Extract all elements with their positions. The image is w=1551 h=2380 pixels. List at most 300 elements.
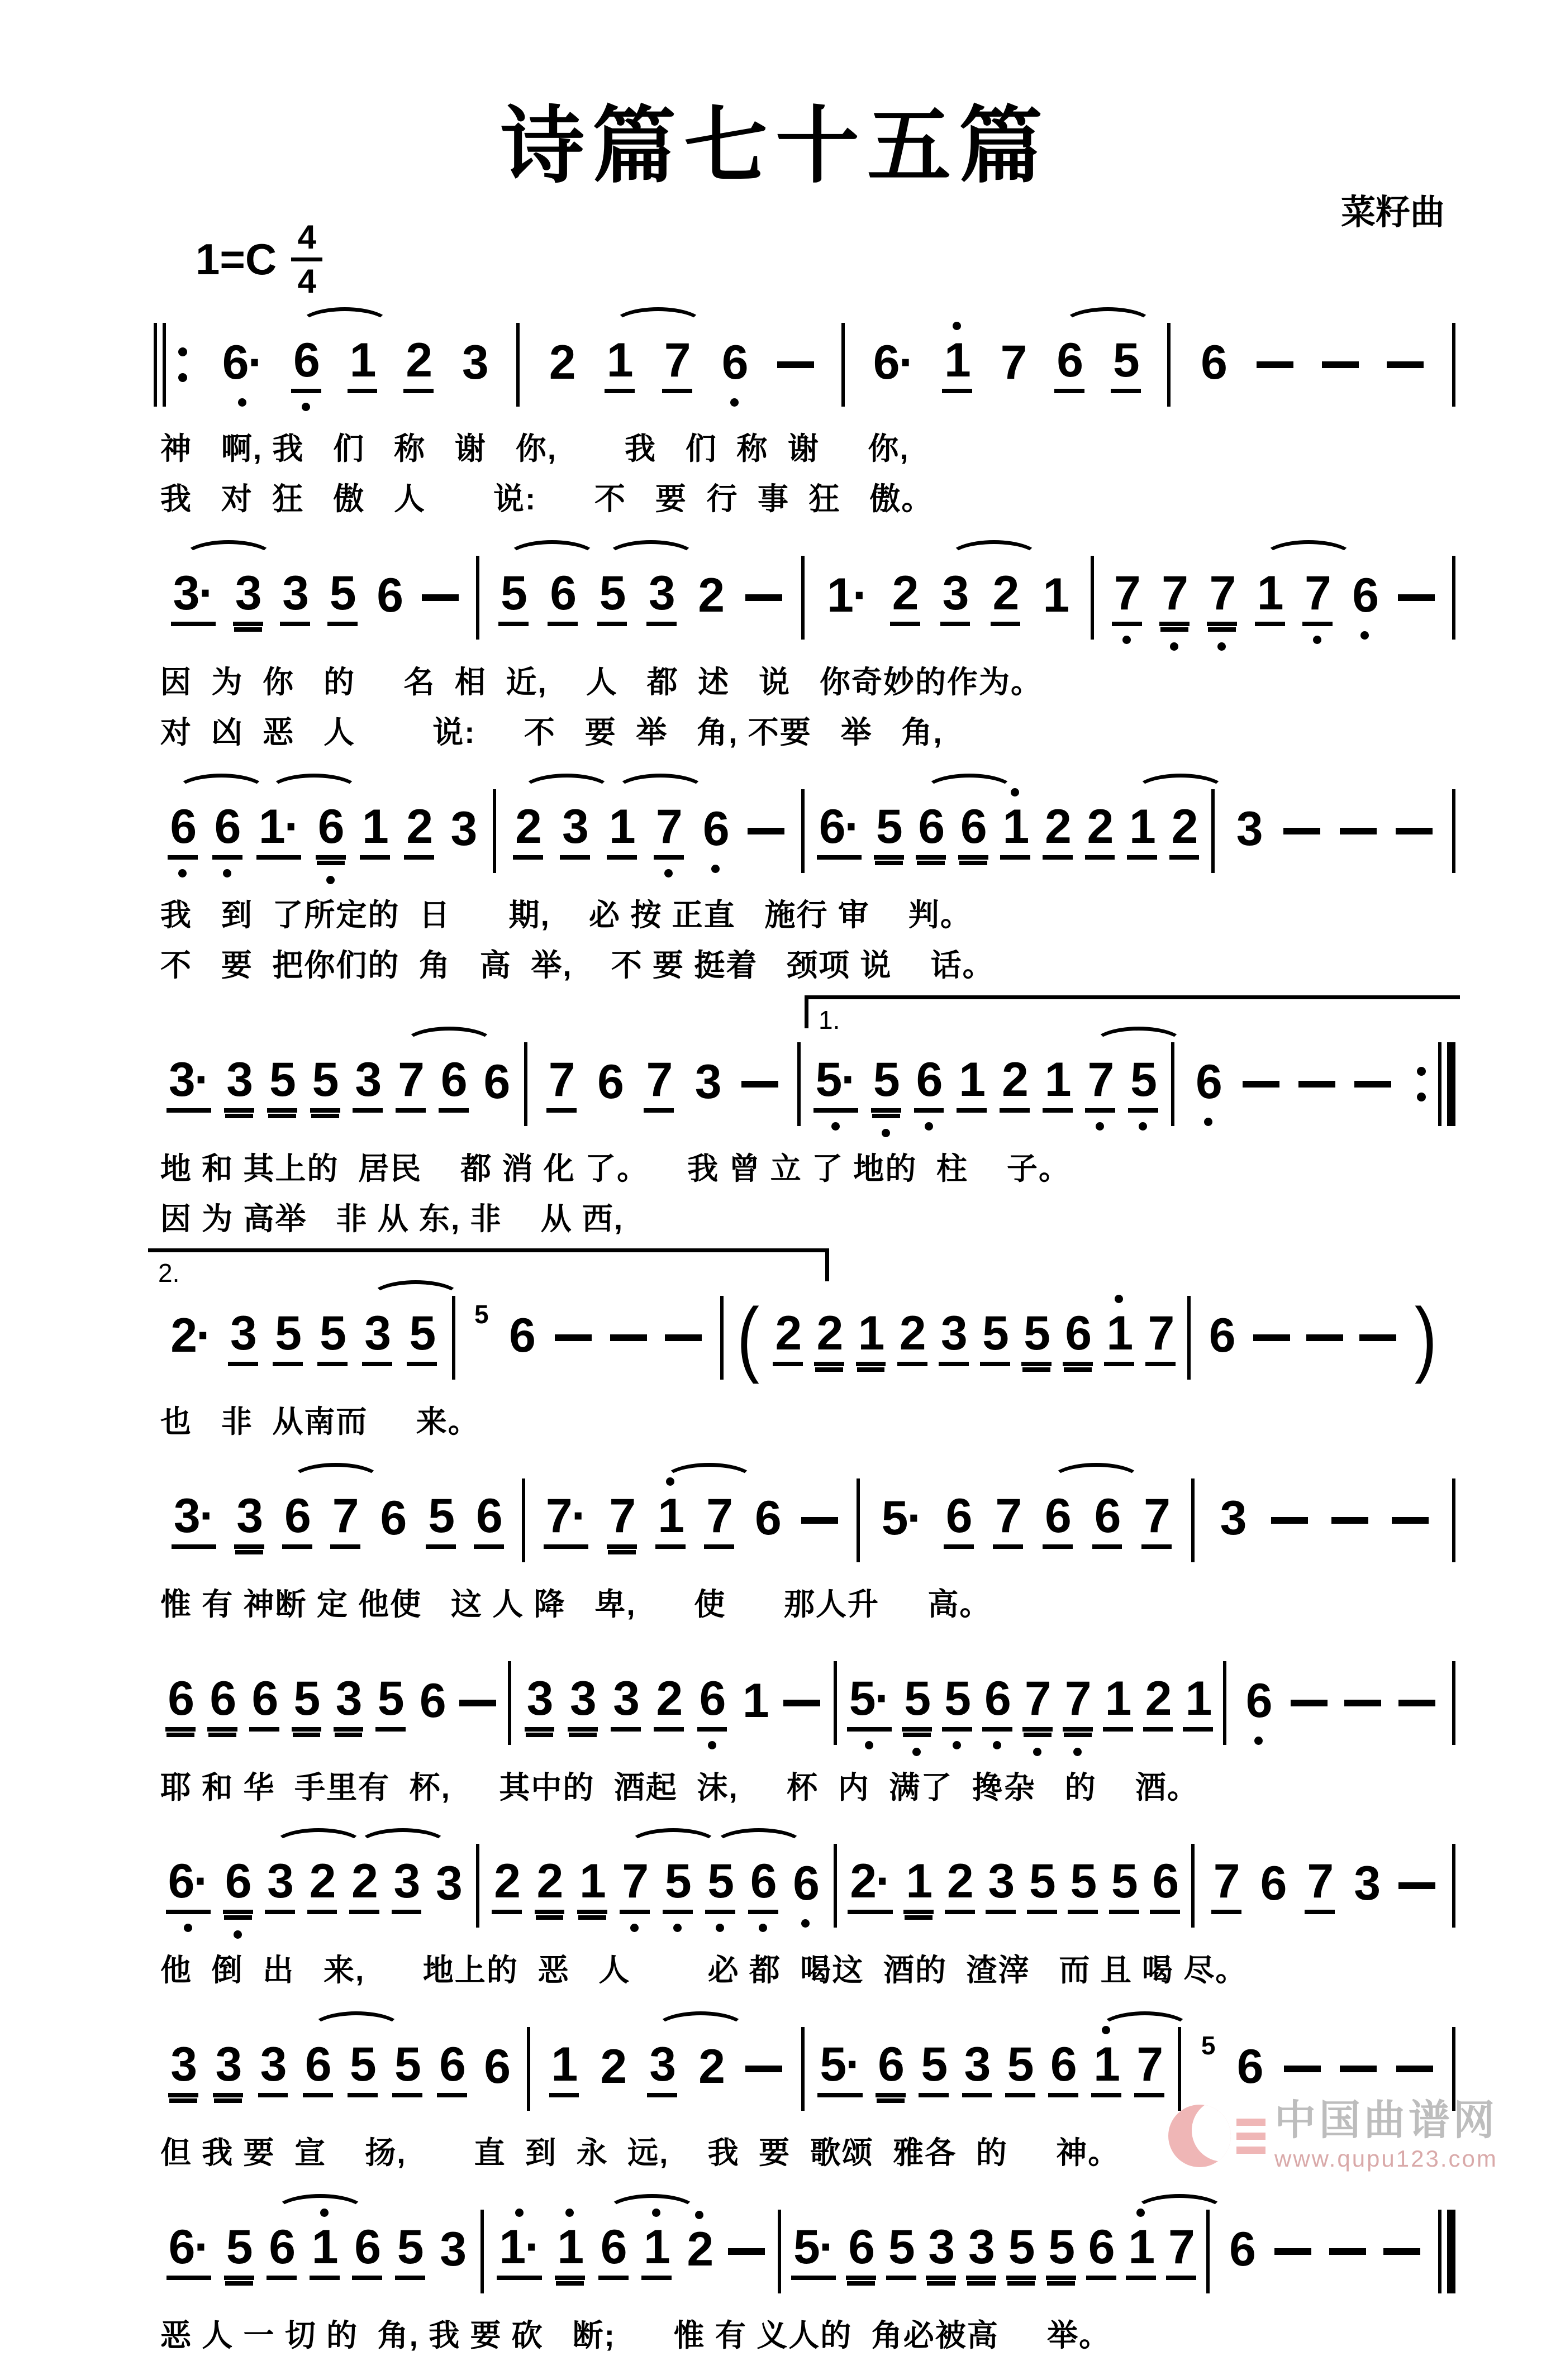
note: 1: [1000, 803, 1030, 860]
note: 7: [1134, 2040, 1164, 2097]
lyric-row: 神 啊, 我 们 称 谢 你, 我 们 称 谢 你,: [160, 431, 910, 466]
note: 6: [165, 1675, 196, 1732]
music-line: [154, 2197, 1455, 2356]
note: 7: [993, 1492, 1023, 1549]
watermark-site-name: 中国曲谱网: [1274, 2097, 1498, 2143]
barline: [1452, 1478, 1455, 1562]
music-line: [154, 310, 1455, 520]
note: 7: [620, 1857, 650, 1914]
measure: [484, 2220, 778, 2280]
dash-note: [1398, 594, 1435, 601]
note: 5: [1111, 336, 1141, 393]
note: 5: [980, 1309, 1010, 1366]
high-octave-dot: [1011, 788, 1019, 796]
note: 5·: [847, 1675, 892, 1732]
note: 3: [694, 1055, 721, 1109]
note: 3: [1236, 802, 1262, 856]
low-octave-dot: [178, 869, 187, 877]
note: 7: [1085, 1056, 1115, 1113]
note: 2: [945, 1857, 975, 1914]
dash-note: [1396, 2066, 1433, 2072]
note: 7: [1145, 1309, 1176, 1366]
measure: [479, 1854, 834, 1914]
key-label: 1=C: [196, 235, 277, 284]
note: 6: [509, 1308, 535, 1362]
low-octave-dot: [234, 1930, 242, 1939]
dash-note: [1340, 2066, 1377, 2072]
note: 5: [317, 1309, 348, 1366]
lyric-row: 不 要 把你们的 角 高 举, 不 要 挺着 颈项 说 话。: [160, 948, 995, 983]
measure: [845, 333, 1167, 393]
barline: [1447, 1042, 1455, 1126]
notes-row: [154, 1283, 1455, 1392]
dash-note: [741, 1081, 778, 1088]
note: 6: [914, 1056, 944, 1113]
measure: [837, 1854, 1191, 1914]
note: 5: [871, 1056, 901, 1113]
note: 5: [498, 569, 529, 626]
note: 3: [1354, 1857, 1380, 1911]
parenthesis: (: [737, 1290, 760, 1385]
repeat-begin: [154, 323, 194, 407]
low-octave-dot: [673, 1924, 682, 1932]
low-octave-dot: [1139, 1122, 1147, 1131]
note: 6: [701, 805, 731, 857]
note: 7: [662, 336, 692, 393]
note: 1: [856, 1309, 886, 1366]
note: 6: [1150, 1857, 1180, 1914]
dash-note: [748, 828, 784, 834]
note: 5: [310, 1056, 340, 1113]
measure: [511, 1672, 834, 1732]
note: 7: [1022, 1675, 1053, 1732]
barline: [1452, 1844, 1455, 1928]
note: 2: [404, 803, 434, 860]
note: 6: [1193, 1058, 1224, 1110]
notes-row: [154, 310, 1455, 419]
low-octave-dot: [831, 1122, 840, 1131]
measure: [154, 1854, 476, 1914]
note: 6: [207, 1675, 237, 1732]
measure: [805, 2037, 1178, 2097]
note: 1: [957, 1056, 987, 1113]
dash-note: [1274, 2248, 1311, 2255]
low-octave-dot: [664, 869, 673, 877]
note: 5: [886, 2223, 916, 2280]
note: 5: [392, 2040, 422, 2097]
note: 6: [377, 569, 403, 622]
note: 6·: [873, 335, 914, 389]
measure: [154, 799, 493, 860]
note: 6: [982, 1675, 1012, 1732]
barline: [163, 323, 166, 407]
measure: [1210, 2222, 1438, 2278]
dash-note: [1344, 1700, 1381, 1706]
lyric-row: 因 为 高举 非 从 东, 非 从 西,: [160, 1201, 624, 1236]
low-octave-dot: [1073, 1748, 1082, 1756]
dash-note: [1392, 1517, 1429, 1524]
note: 1·: [497, 2223, 541, 2280]
low-octave-dot: [1217, 642, 1226, 651]
note: 2: [513, 803, 543, 860]
note: 6: [1054, 336, 1084, 393]
note: 7: [1000, 335, 1026, 389]
note: 1: [607, 803, 637, 860]
dash-note: [1398, 1700, 1435, 1706]
low-octave-dot: [302, 403, 310, 411]
note: 3: [939, 1309, 969, 1366]
note: 3: [962, 2040, 992, 2097]
dash-note: [1243, 1081, 1279, 1088]
note: 2: [1143, 1675, 1173, 1732]
note: 3: [986, 1857, 1016, 1914]
low-octave-dot: [1254, 1737, 1263, 1745]
page-title: 诗篇七十五篇: [500, 101, 1050, 193]
music-line: [154, 543, 1455, 753]
dash-note: [1396, 828, 1433, 834]
note: 2: [773, 1309, 803, 1366]
barline: [1452, 1661, 1455, 1745]
note: 3: [560, 803, 590, 860]
note: 7: [1112, 569, 1142, 626]
dash-note: [1331, 1517, 1368, 1524]
note: 7: [644, 1056, 674, 1113]
note: 6·: [166, 2223, 211, 2280]
note: 7: [1305, 1857, 1335, 1914]
meter-denominator: 4: [297, 263, 316, 300]
low-octave-dot: [1313, 636, 1321, 644]
note: 6: [1260, 1857, 1286, 1911]
note: 6: [1201, 335, 1226, 389]
final-barline: [1438, 2210, 1455, 2293]
note: 1: [549, 2040, 579, 2097]
note: 2: [814, 1309, 844, 1366]
note: 7: [1211, 1857, 1241, 1914]
measure: [1195, 1854, 1452, 1914]
note: 5: [1021, 1309, 1052, 1366]
note: 3: [435, 1857, 462, 1911]
dash-note: [745, 2066, 782, 2072]
note: 6: [291, 336, 321, 393]
note: 3: [258, 2040, 288, 2097]
note: 6: [754, 1491, 781, 1545]
note: 6: [1350, 571, 1380, 624]
dash-note: [1271, 1517, 1308, 1524]
note: 3: [353, 1056, 383, 1113]
note: 5: [1109, 1857, 1139, 1914]
measure: [479, 566, 802, 626]
slur-arc: [268, 774, 360, 808]
barline: [1438, 1042, 1441, 1126]
note: 3: [611, 1675, 641, 1732]
notes-row: [154, 776, 1455, 885]
barline: [154, 323, 157, 407]
dash-note: [1322, 361, 1359, 368]
measure: [1181, 2030, 1452, 2095]
measure: [520, 333, 842, 393]
low-octave-dot: [953, 1741, 961, 1749]
note: 6: [1092, 1492, 1122, 1549]
note: 6: [1063, 1309, 1093, 1366]
dash-note: [610, 1334, 647, 1341]
music-line: [154, 1466, 1455, 1625]
note: 6: [944, 1492, 974, 1549]
low-octave-dot: [730, 398, 739, 407]
measure: [525, 1489, 857, 1549]
repeat-dot: [1417, 1093, 1426, 1101]
note: 7: [1063, 1675, 1093, 1732]
note: 6: [1048, 2040, 1078, 2097]
high-octave-dot: [320, 2209, 329, 2217]
lyric-row: 他 倒 出 来, 地上的 恶 人 必 都 喝这 酒的 渣滓 而 且 喝 尽。: [160, 1952, 1248, 1987]
note: 3: [213, 2040, 243, 2097]
measure: [860, 1489, 1191, 1549]
note: 6: [916, 803, 946, 860]
repeat-dot: [178, 373, 187, 382]
note: 1: [655, 1492, 686, 1549]
dash-note: [783, 1700, 820, 1706]
parenthesis: ): [1414, 1290, 1437, 1385]
note: 2: [1169, 803, 1200, 860]
note: 6: [303, 2040, 333, 2097]
note: 5: [874, 803, 904, 860]
note: 6: [419, 1674, 445, 1728]
note: 3: [940, 569, 970, 626]
note: 7: [1141, 1492, 1172, 1549]
note: 6: [720, 338, 750, 391]
note: 6: [846, 2223, 876, 2280]
measure: [154, 1053, 524, 1113]
score: [154, 310, 1455, 2380]
note: 2: [1000, 1056, 1030, 1113]
dash-note: [665, 1334, 702, 1341]
note: 7·: [544, 1492, 588, 1549]
note: 6: [380, 1491, 406, 1545]
note: 6·: [817, 803, 862, 860]
note: 3: [233, 569, 263, 626]
dash-note: [777, 361, 814, 368]
volta-label: 2.: [158, 1258, 180, 1287]
dash-note: [745, 594, 782, 601]
note: 1: [1127, 803, 1157, 860]
note: 6: [876, 2040, 906, 2097]
measure: [154, 2220, 480, 2280]
measure: [1174, 1055, 1410, 1110]
low-octave-dot: [1204, 1118, 1212, 1126]
low-octave-dot: [238, 398, 246, 407]
note: 6: [223, 1857, 253, 1914]
dash-note: [1257, 361, 1293, 368]
barline: [1452, 556, 1455, 640]
note: 6: [598, 2223, 629, 2280]
note: 3: [568, 1675, 598, 1732]
dash-note: [459, 1700, 496, 1706]
music-line: [154, 776, 1455, 986]
measure: [455, 1299, 720, 1364]
measure: [154, 1672, 508, 1732]
note: 6: [474, 1492, 504, 1549]
note: 3: [440, 2222, 466, 2276]
dash-note: [422, 594, 459, 601]
note: 7: [654, 803, 684, 860]
music-line: [154, 1649, 1455, 1808]
high-octave-dot: [1115, 1295, 1123, 1303]
measure: [781, 2220, 1206, 2280]
note: 6: [958, 803, 988, 860]
lyric-row: 我 到 了所定的 日 期, 必 按 正直 施行 审 判。: [160, 898, 972, 932]
note: 1: [1183, 1675, 1213, 1732]
note: 3: [647, 2040, 677, 2097]
barline: [1447, 2210, 1455, 2293]
lyric-row: 惟 有 神断 定 他使 这 人 降 卑, 使 那人升 高。: [160, 1587, 992, 1622]
dash-note: [1398, 1882, 1435, 1889]
measure: [1171, 335, 1452, 391]
note: 6: [267, 2223, 297, 2280]
note: 1: [605, 336, 635, 393]
low-octave-dot: [912, 1748, 921, 1756]
note: 1: [903, 1857, 934, 1914]
note: 3: [234, 1492, 264, 1549]
note: 6: [1043, 1492, 1073, 1549]
low-octave-dot: [865, 1741, 873, 1749]
note: 1: [360, 803, 390, 860]
measure: [1215, 802, 1452, 857]
note: 3: [966, 2223, 996, 2280]
note: 2: [698, 569, 724, 622]
lyric-row: 但 我 要 宣 扬, 直 到 永 远, 我 要 歌颂 雅各 的 神。: [160, 2135, 1120, 2170]
note: 2: [403, 336, 434, 393]
note: 1·: [827, 569, 868, 622]
note: 5: [1005, 2040, 1035, 2097]
note: 6: [168, 803, 198, 860]
measure: [154, 1489, 522, 1549]
note: 6: [1209, 1308, 1235, 1362]
note: 5: [327, 569, 358, 626]
note: 5: [663, 1857, 693, 1914]
note: 7: [1159, 569, 1190, 626]
note: 1: [1043, 1056, 1073, 1113]
high-octave-dot: [953, 322, 961, 330]
low-octave-dot: [1033, 1748, 1041, 1756]
low-octave-dot: [708, 1741, 716, 1749]
dash-note: [1387, 361, 1424, 368]
music-line: [154, 1831, 1455, 1991]
note: 5: [1128, 1056, 1158, 1113]
note: 6: [439, 1056, 469, 1113]
note: 2: [492, 1857, 522, 1914]
note: 2: [897, 1309, 927, 1366]
key-signature: [196, 218, 322, 300]
note: 6: [437, 2040, 467, 2097]
note: 5: [705, 1857, 735, 1914]
note: 6: [1229, 2222, 1255, 2276]
high-octave-dot: [652, 2209, 660, 2217]
repeat-dot: [178, 347, 187, 356]
note: 5·: [813, 1056, 858, 1113]
low-octave-dot: [1096, 1122, 1104, 1131]
note: 3: [224, 1056, 254, 1113]
measure: [837, 1672, 1224, 1732]
note: 7: [1302, 569, 1333, 626]
note: 6: [791, 1859, 821, 1912]
music-line: [154, 1005, 1455, 1240]
note: 2: [684, 2225, 715, 2278]
note: 1·: [256, 803, 301, 860]
note: 6: [483, 1055, 510, 1109]
low-octave-dot: [801, 1919, 810, 1928]
measure: [1094, 566, 1452, 626]
note: 5: [474, 1299, 488, 1329]
high-octave-dot: [1102, 2026, 1110, 2034]
note: 2: [698, 2039, 724, 2093]
note: 5: [407, 1309, 437, 1366]
note: 3: [646, 569, 677, 626]
note: 1: [1103, 1675, 1133, 1732]
note: 3·: [166, 1056, 211, 1113]
note: 5: [1201, 2030, 1215, 2060]
note: 6: [249, 1675, 279, 1732]
note: 2: [654, 1675, 684, 1732]
note: 2: [349, 1857, 379, 1914]
measure: [1226, 1674, 1452, 1729]
note: 5: [348, 2040, 378, 2097]
dash-note: [1283, 828, 1320, 834]
meter-fraction-bar: [291, 257, 322, 261]
note: 5: [1068, 1857, 1098, 1914]
lyric-row: 对 凶 恶 人 说: 不 要 举 角, 不要 举 角,: [160, 714, 943, 750]
volta-label: 1.: [819, 1005, 840, 1034]
lyric-row: 我 对 狂 傲 人 说: 不 要 行 事 狂 傲。: [160, 481, 934, 517]
notes-row: [154, 1649, 1455, 1758]
note: 6: [316, 803, 346, 860]
dash-note: [1340, 828, 1377, 834]
notes-row: [154, 1030, 1455, 1139]
note: 1: [1126, 2223, 1156, 2280]
dash-note: [1253, 1334, 1290, 1341]
lyric-row: 恶 人 一 切 的 角, 我 要 砍 断; 惟 有 义人的 角必被高 举。: [160, 2318, 1111, 2353]
low-octave-dot: [1360, 631, 1369, 640]
note: 3: [926, 2223, 956, 2280]
composer-credit: 菜籽曲: [1340, 193, 1445, 232]
note: 5·: [817, 2040, 862, 2097]
note: 6: [282, 1492, 312, 1549]
note: 7: [396, 1056, 426, 1113]
measure: [154, 2037, 527, 2097]
note: 5: [267, 1056, 297, 1113]
note: 6: [697, 1675, 727, 1732]
note: 1: [742, 1674, 768, 1728]
note: 3: [168, 2040, 198, 2097]
note: 7: [546, 1056, 577, 1113]
note: 1: [348, 336, 378, 393]
lyric-row: 也 非 从南而 来。: [160, 1404, 480, 1439]
note: 6: [597, 1055, 623, 1109]
low-octave-dot: [1122, 636, 1131, 644]
note: 5: [292, 1675, 322, 1732]
low-octave-dot: [882, 1129, 890, 1137]
note: 6: [352, 2223, 382, 2280]
high-octave-dot: [515, 2209, 524, 2217]
lyric-row: 地 和 其上的 居民 都 消 化 了。 我 曾 立 了 地的 柱 子。: [160, 1151, 1071, 1186]
repeat-dot: [1417, 1067, 1426, 1076]
dash-note: [1329, 2248, 1366, 2255]
volta-bracket: [805, 995, 1460, 1034]
low-octave-dot: [759, 1924, 767, 1932]
note: 3: [1220, 1491, 1246, 1545]
note: 5: [597, 569, 627, 626]
note: 2: [890, 569, 920, 626]
note: 2: [991, 569, 1021, 626]
